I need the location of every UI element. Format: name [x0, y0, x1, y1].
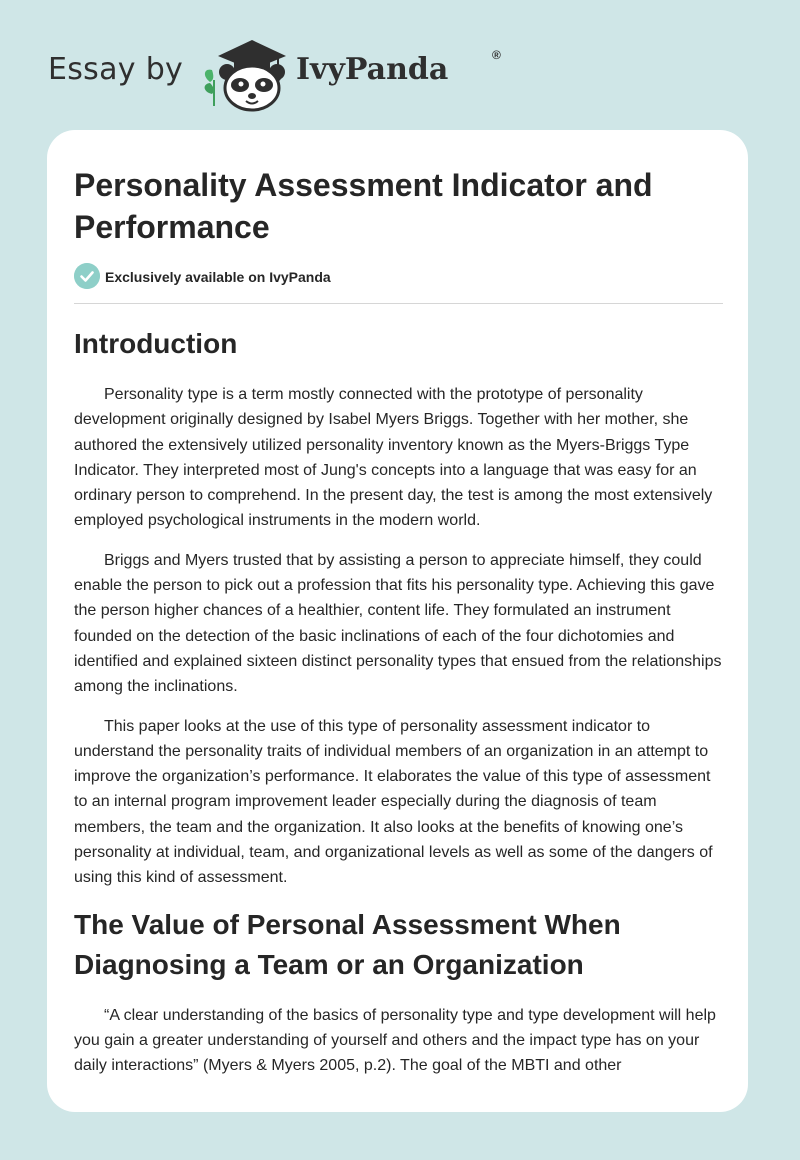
exclusive-badge-text: Exclusively available on IvyPanda	[105, 269, 331, 285]
paragraph: “A clear understanding of the basics of personality type and type development will help you gain a greater understanding of yourself and others and the impact type has on your daily interactions” (Myers & Myers 2005, p.2). The goal of the MBTI and other	[74, 1006, 716, 1075]
paragraph: Personality type is a term mostly connected with the prototype of personality development originally designed by Isabel Myers Briggs. Together with her mother, she authored the extensively utilized personality inventory known as the Myers-Briggs Type Indicator. They interpreted most of Jung's concepts into a language that was easy for an ordinary person to comprehend. In the present day, the test is among the most extensively employed psychological instruments in the modern world.	[74, 386, 713, 530]
panda-graduate-icon[interactable]	[200, 36, 290, 112]
brand-prefix: Essay by	[48, 52, 184, 87]
section-heading: The Value of Personal Assessment When Diagnosing a Team or an Organization	[74, 908, 621, 980]
essay-body	[74, 320, 723, 1079]
section-heading: Introduction	[74, 328, 238, 359]
paragraph: This paper looks at the use of this type of personality assessment indicator to understand the personality traits of individual members of an organization in an attempt to improve the organization’s performance. It elaborates the value of this type of assessment to an internal program improvement leader especially during the diagnosis of team members, the team and the organization. It also looks at the benefits of knowing one’s personality at individual, team, and organizational levels as well as some of the dangers of using this kind of assessment.	[74, 717, 713, 887]
section-introduction	[74, 324, 723, 891]
check-circle-icon	[74, 263, 100, 289]
brand-name[interactable]: IvyPanda	[296, 52, 449, 87]
essay-card	[47, 130, 748, 1112]
divider	[74, 303, 723, 304]
essay-title: Personality Assessment Indicator and Performance	[74, 167, 653, 245]
site-header	[48, 34, 508, 114]
paragraph: Briggs and Myers trusted that by assisting a person to appreciate himself, they could enable the person to pick out a profession that fits his personality type. Achieving this gave the person higher chances of a healthier, content life. They formulated an instrument founded on the detection of the basic inclinations of each of the four dichotomies and identified and explained sixteen distinct personality types that ensued from the relationships among the inclinations.	[74, 551, 722, 696]
registered-mark: ®	[492, 48, 501, 62]
section-value-of-assessment	[74, 905, 723, 1079]
